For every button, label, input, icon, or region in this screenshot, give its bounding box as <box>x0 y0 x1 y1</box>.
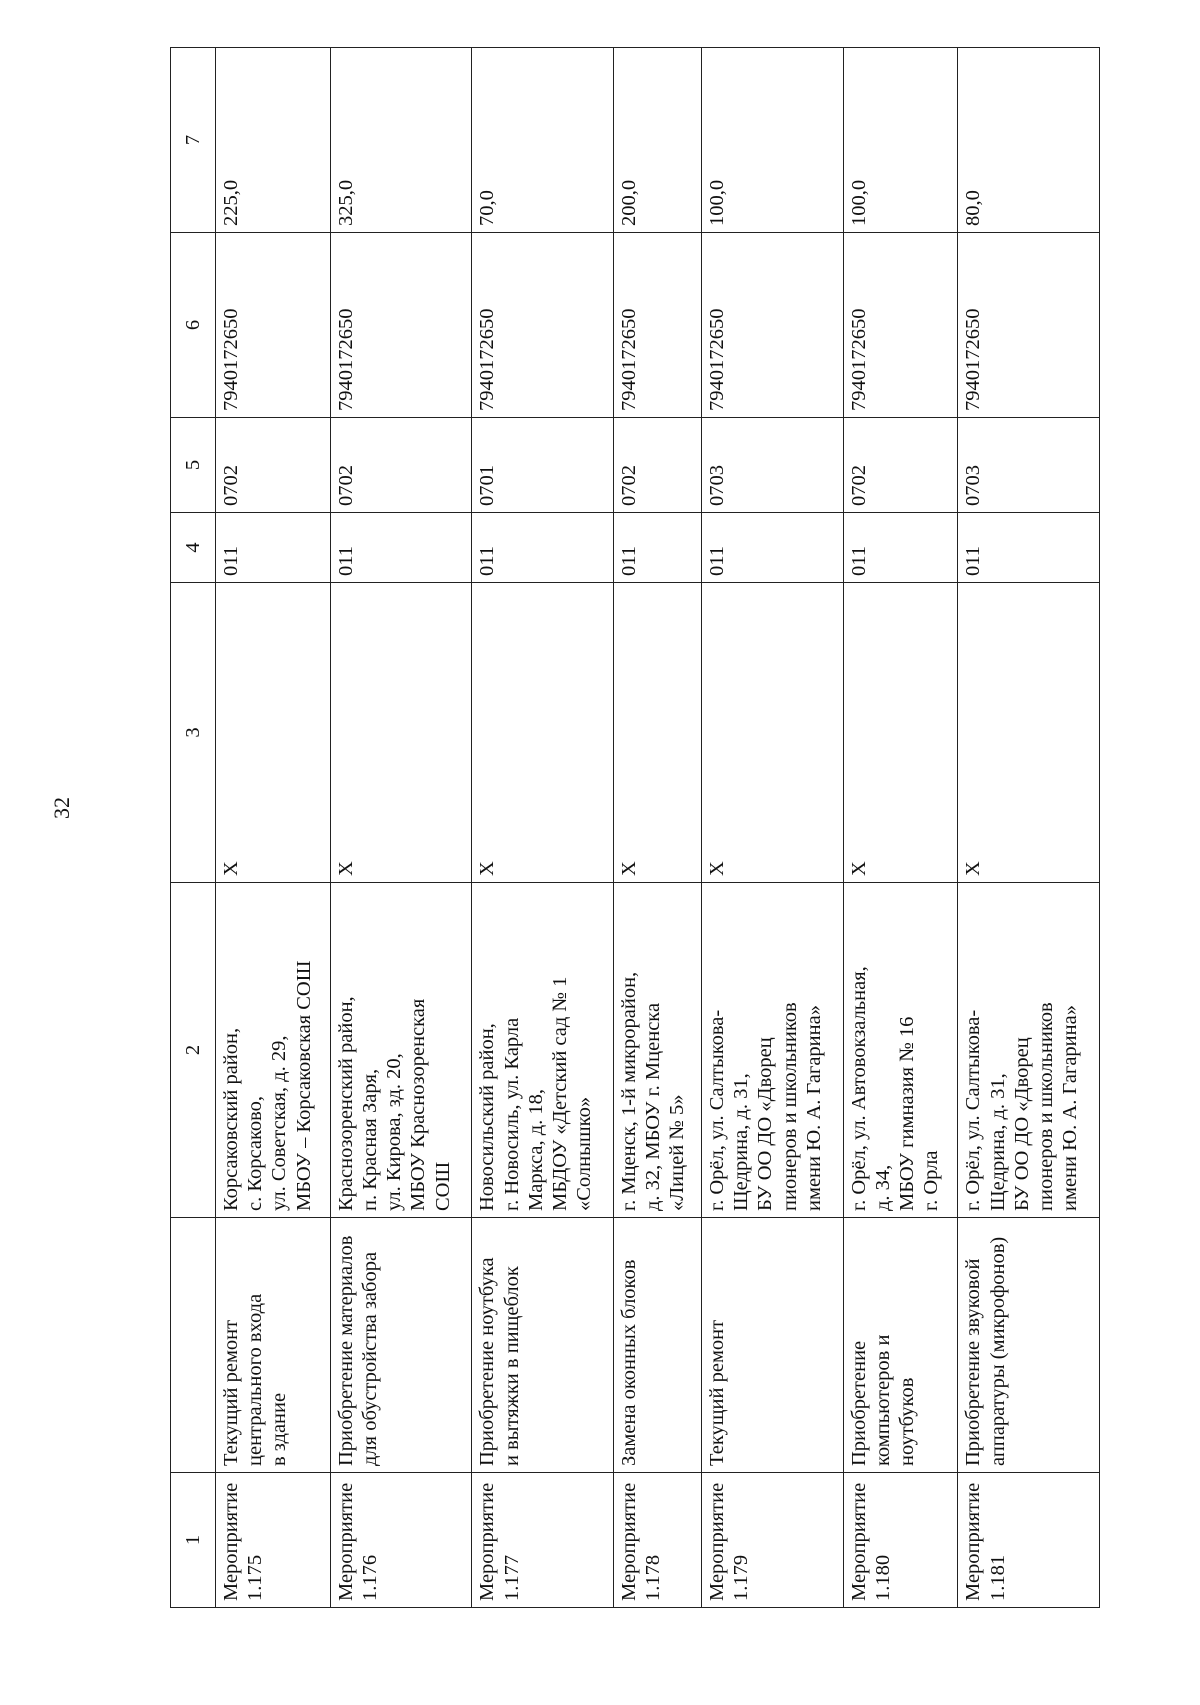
data-table <box>170 47 1100 1608</box>
table-row <box>843 48 958 1608</box>
cell-line: Мероприятие <box>617 1482 640 1601</box>
cell-line: Мероприятие <box>847 1482 870 1601</box>
cell-line: г. Орла <box>920 1150 943 1211</box>
x-mark-cell: Х <box>702 583 844 883</box>
code-5-cell: 0701 <box>472 418 614 513</box>
column-header: 2 <box>171 883 216 1218</box>
measure-cell <box>472 1473 614 1608</box>
cell-line: центрального входа <box>244 1293 267 1466</box>
cell-line: с. Корсаково, <box>244 1095 267 1211</box>
cell-line: «Солнышко» <box>573 1096 596 1211</box>
code-6-cell: 7940172650 <box>330 233 472 418</box>
description-cell <box>613 1218 701 1473</box>
cell-line: аппаратуры (микрофонов) <box>986 1236 1009 1466</box>
cell-line: 1.176 <box>359 1554 381 1601</box>
cell-line: Приобретение материалов <box>334 1235 357 1466</box>
code-5-cell: 0703 <box>958 418 1100 513</box>
address-cell <box>702 883 844 1218</box>
cell-line: пионеров и школьников <box>1034 1002 1057 1211</box>
code-4-cell: 011 <box>330 513 472 583</box>
amount-cell: 100,0 <box>702 48 844 233</box>
cell-line: Мероприятие <box>334 1482 357 1601</box>
table-row <box>613 48 701 1608</box>
cell-line: Маркса, д. 18, <box>524 1088 547 1211</box>
cell-line: ул. Кирова, зд. 20, <box>383 1053 406 1211</box>
cell-line: 1.180 <box>871 1554 894 1601</box>
x-mark-cell: Х <box>330 583 472 883</box>
cell-line: д. 32, МБОУ г. Мценска <box>642 1002 665 1211</box>
measure-cell <box>330 1473 472 1608</box>
column-header: 4 <box>171 513 216 583</box>
cell-line: МБДОУ «Детский сад № 1 <box>548 976 571 1211</box>
amount-cell: 70,0 <box>472 48 614 233</box>
code-6-cell: 7940172650 <box>613 233 701 418</box>
cell-line: БУ ОО ДО «Дворец <box>1010 1037 1033 1211</box>
cell-line: «Лицей № 5» <box>666 1094 689 1211</box>
cell-line: Приобретение ноутбука <box>476 1257 499 1466</box>
column-header: 7 <box>171 48 216 233</box>
code-5-cell: 0702 <box>330 418 472 513</box>
cell-line: Приобретение <box>847 1340 870 1466</box>
cell-line: г. Орёл, ул. Автовокзальная, <box>847 966 870 1211</box>
cell-line: Текущий ремонт <box>220 1319 242 1466</box>
cell-line: г. Орёл, ул. Салтыкова- <box>706 1009 729 1211</box>
cell-line: 1.181 <box>986 1554 1009 1601</box>
cell-line: БУ ОО ДО «Дворец <box>754 1037 777 1211</box>
code-5-cell: 0702 <box>843 418 958 513</box>
measure-cell <box>702 1473 844 1608</box>
measure-cell <box>843 1473 958 1608</box>
code-4-cell: 011 <box>702 513 844 583</box>
amount-cell: 225,0 <box>216 48 331 233</box>
cell-line: Щедрина, д. 31, <box>986 1073 1009 1211</box>
cell-line: п. Красная Заря, <box>359 1068 381 1211</box>
code-5-cell: 0703 <box>702 418 844 513</box>
code-6-cell: 7940172650 <box>472 233 614 418</box>
code-4-cell: 011 <box>613 513 701 583</box>
table-row <box>958 48 1100 1608</box>
address-cell <box>472 883 614 1218</box>
column-header: 1 <box>171 1473 216 1608</box>
table-row <box>330 48 472 1608</box>
cell-line: ул. Советская, д. 29, <box>268 1035 291 1211</box>
table-row <box>472 48 614 1608</box>
table-row <box>702 48 844 1608</box>
cell-line: и вытяжки в пищеблок <box>500 1266 523 1466</box>
page-number: 32 <box>49 797 74 819</box>
code-4-cell: 011 <box>958 513 1100 583</box>
code-4-cell: 011 <box>472 513 614 583</box>
cell-line: Приобретение звуковой <box>962 1258 985 1466</box>
cell-line: Мероприятие <box>220 1482 242 1601</box>
x-mark-cell: Х <box>216 583 331 883</box>
column-header: 5 <box>171 418 216 513</box>
column-header: 3 <box>171 583 216 883</box>
description-cell <box>330 1218 472 1473</box>
description-cell <box>843 1218 958 1473</box>
description-cell <box>216 1218 331 1473</box>
cell-line: пионеров и школьников <box>778 1002 801 1211</box>
cell-line: Корсаковский район, <box>220 1027 242 1211</box>
cell-line: г. Орёл, ул. Салтыкова- <box>962 1009 985 1211</box>
measure-cell <box>958 1473 1100 1608</box>
x-mark-cell: Х <box>613 583 701 883</box>
code-6-cell: 7940172650 <box>843 233 958 418</box>
address-cell <box>958 883 1100 1218</box>
amount-cell: 80,0 <box>958 48 1100 233</box>
code-6-cell: 7940172650 <box>958 233 1100 418</box>
table-row <box>216 48 331 1608</box>
cell-line: Замена оконных блоков <box>617 1259 640 1466</box>
cell-line: г. Мценск, 1-й микрорайон, <box>617 971 640 1211</box>
code-4-cell: 011 <box>216 513 331 583</box>
cell-line: имени Ю. А. Гагарина» <box>802 1005 825 1211</box>
table-container <box>170 48 1100 1608</box>
cell-line: МБОУ Краснозоренская <box>407 998 430 1211</box>
cell-line: Новосильский район, <box>476 1023 499 1211</box>
table-header-row <box>171 48 216 1608</box>
cell-line: для обустройства забора <box>359 1251 381 1466</box>
cell-line: ноутбуков <box>895 1377 918 1466</box>
code-6-cell: 7940172650 <box>216 233 331 418</box>
cell-line: д. 34, <box>871 1164 894 1211</box>
measure-cell <box>216 1473 331 1608</box>
description-cell <box>472 1218 614 1473</box>
cell-line: Мероприятие <box>706 1482 729 1601</box>
code-5-cell: 0702 <box>216 418 331 513</box>
x-mark-cell: Х <box>843 583 958 883</box>
cell-line: имени Ю. А. Гагарина» <box>1059 1005 1082 1211</box>
x-mark-cell: Х <box>472 583 614 883</box>
amount-cell: 100,0 <box>843 48 958 233</box>
description-cell <box>702 1218 844 1473</box>
column-header: 6 <box>171 233 216 418</box>
address-cell <box>613 883 701 1218</box>
cell-line: 1.178 <box>642 1554 665 1601</box>
cell-line: 1.177 <box>500 1554 523 1601</box>
cell-line: Мероприятие <box>962 1482 985 1601</box>
address-cell <box>216 883 331 1218</box>
cell-line: 1.175 <box>244 1554 267 1601</box>
code-5-cell: 0702 <box>613 418 701 513</box>
code-6-cell: 7940172650 <box>702 233 844 418</box>
measure-cell <box>613 1473 701 1608</box>
cell-line: г. Новосиль, ул. Карла <box>500 1017 523 1211</box>
cell-line: Мероприятие <box>476 1482 499 1601</box>
cell-line: Краснозоренский район, <box>334 996 357 1211</box>
cell-line: 1.179 <box>730 1554 753 1601</box>
description-cell <box>958 1218 1100 1473</box>
amount-cell: 200,0 <box>613 48 701 233</box>
address-cell <box>330 883 472 1218</box>
column-header <box>171 1218 216 1473</box>
amount-cell: 325,0 <box>330 48 472 233</box>
cell-line: компьютеров и <box>871 1334 894 1466</box>
address-cell <box>843 883 958 1218</box>
cell-line: МБОУ – Корсаковская СОШ <box>292 960 315 1211</box>
cell-line: Щедрина, д. 31, <box>730 1073 753 1211</box>
cell-line: МБОУ гимназия № 16 <box>895 1016 918 1211</box>
cell-line: в здание <box>268 1392 291 1466</box>
code-4-cell: 011 <box>843 513 958 583</box>
x-mark-cell: Х <box>958 583 1100 883</box>
cell-line: Текущий ремонт <box>706 1319 729 1466</box>
cell-line: СОШ <box>431 1161 454 1211</box>
